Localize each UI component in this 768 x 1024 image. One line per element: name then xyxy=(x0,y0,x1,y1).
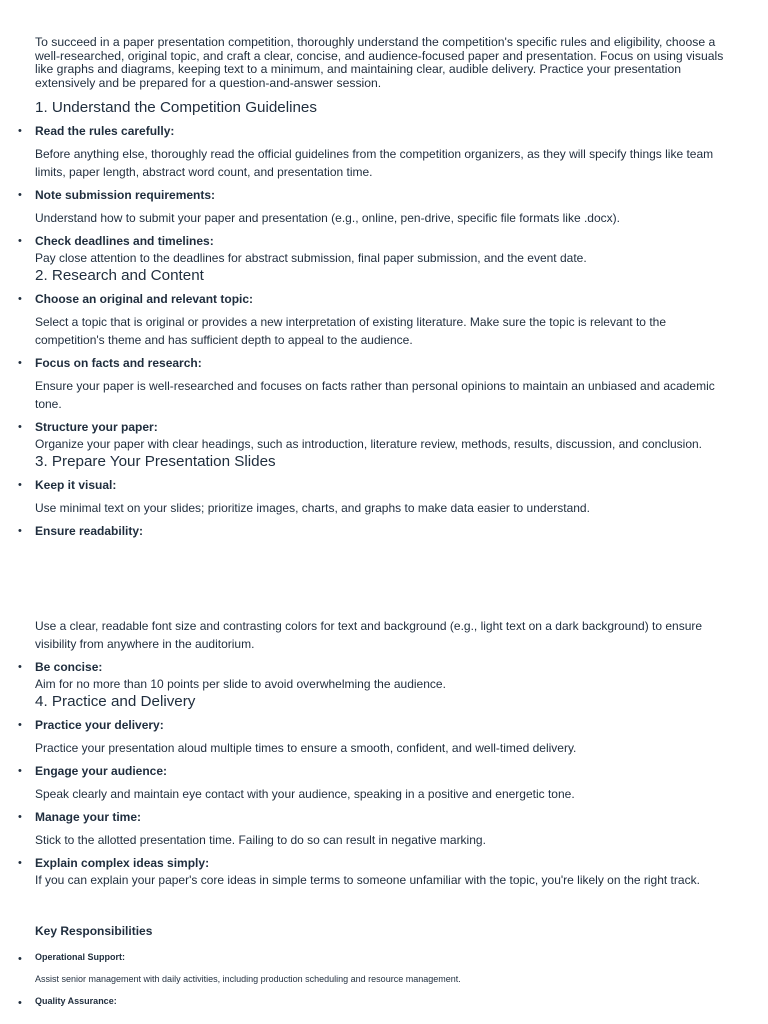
section-heading-delivery: 4. Practice and Delivery xyxy=(35,693,196,711)
item-description: Assist senior management with daily activities, including production scheduling and resource management. xyxy=(35,974,461,985)
list-item xyxy=(35,233,735,267)
delivery-list xyxy=(35,717,735,889)
list-item xyxy=(35,995,735,1007)
list-item xyxy=(35,523,735,653)
intro-paragraph: To succeed in a paper presentation competition, thoroughly understand the competition's specific rules and eligibility, choose a well-researched, original topic, and craft a clear, concise, and audience-focused paper and presentation. Focus on using visuals like graphs and diagrams, keeping text to a minimum, and maintaining clear, audible delivery. Practice your presentation extensively and be prepared for a question-and-answer session. xyxy=(35,35,724,90)
item-term: • Keep it visual: xyxy=(35,478,117,493)
item-description: If you can explain your paper's core ideas in simple terms to someone unfamiliar with the topic, you're likely on the right track. xyxy=(35,873,700,888)
item-description: Pay close attention to the deadlines for abstract submission, final paper submission, and the event date. xyxy=(35,251,587,266)
item-description: Practice your presentation aloud multiple times to ensure a smooth, confident, and well-timed delivery. xyxy=(35,741,577,756)
list-item xyxy=(35,291,735,349)
section-heading-slides: 3. Prepare Your Presentation Slides xyxy=(35,453,276,471)
list-item xyxy=(35,763,735,803)
research-list xyxy=(35,291,735,453)
item-term: • Engage your audience: xyxy=(35,764,168,779)
list-item xyxy=(35,951,735,985)
list-item xyxy=(35,809,735,849)
key-responsibilities-list xyxy=(35,951,735,1007)
item-description: Use minimal text on your slides; prioritize images, charts, and graphs to make data easier to understand. xyxy=(35,501,590,516)
item-term: • Read the rules carefully: xyxy=(35,124,175,139)
item-description: Select a topic that is original or provides a new interpretation of existing literature. Make sure the topic is relevant to the competition's theme and has sufficient depth to appeal to the audience. xyxy=(35,315,666,348)
item-description: Understand how to submit your paper and presentation (e.g., online, pen-drive, specific file formats like .docx). xyxy=(35,211,620,226)
article xyxy=(35,34,735,1007)
list-item xyxy=(35,123,735,181)
list-item xyxy=(35,477,735,517)
item-term: • Check deadlines and timelines: xyxy=(35,234,214,249)
list-item xyxy=(35,855,735,889)
list-item xyxy=(35,419,735,453)
item-term: • Manage your time: xyxy=(35,810,142,825)
guidelines-list xyxy=(35,123,735,267)
list-item xyxy=(35,717,735,757)
item-description: Ensure your paper is well-researched and focuses on facts rather than personal opinions to maintain an unbiased and academic tone. xyxy=(35,379,715,412)
list-item xyxy=(35,659,735,693)
item-term: • Choose an original and relevant topic: xyxy=(35,292,254,307)
item-term: • Ensure readability: xyxy=(35,524,144,539)
item-description: Aim for no more than 10 points per slide to avoid overwhelming the audience. xyxy=(35,677,446,692)
list-item xyxy=(35,187,735,227)
item-term: • Note submission requirements: xyxy=(35,188,216,203)
item-term: • Practice your delivery: xyxy=(35,718,164,733)
item-description: Speak clearly and maintain eye contact with your audience, speaking in a positive and energetic tone. xyxy=(35,787,575,802)
section-heading-research: 2. Research and Content xyxy=(35,267,204,285)
item-term: • Operational Support: xyxy=(35,952,125,963)
slides-list xyxy=(35,477,735,693)
item-term: • Focus on facts and research: xyxy=(35,356,202,371)
key-responsibilities-heading: Key Responsibilities xyxy=(35,924,153,939)
list-item xyxy=(35,355,735,413)
item-term: • Quality Assurance: xyxy=(35,996,117,1007)
item-description: Organize your paper with clear headings, such as introduction, literature review, methods, results, discussion, and conclusion. xyxy=(35,437,703,452)
section-heading-guidelines: 1. Understand the Competition Guidelines xyxy=(35,99,317,117)
item-term: • Structure your paper: xyxy=(35,420,158,435)
item-description: Use a clear, readable font size and contrasting colors for text and background (e.g., light text on a dark background) to ensure visibility from anywhere in the auditorium. xyxy=(35,619,703,652)
item-term: • Explain complex ideas simply: xyxy=(35,856,210,871)
item-description: Before anything else, thoroughly read the official guidelines from the competition organizers, as they will specify things like team limits, paper length, abstract word count, and presentation time. xyxy=(35,147,714,180)
item-description: Stick to the allotted presentation time. Failing to do so can result in negative marking. xyxy=(35,833,486,848)
item-term: • Be concise: xyxy=(35,660,103,675)
